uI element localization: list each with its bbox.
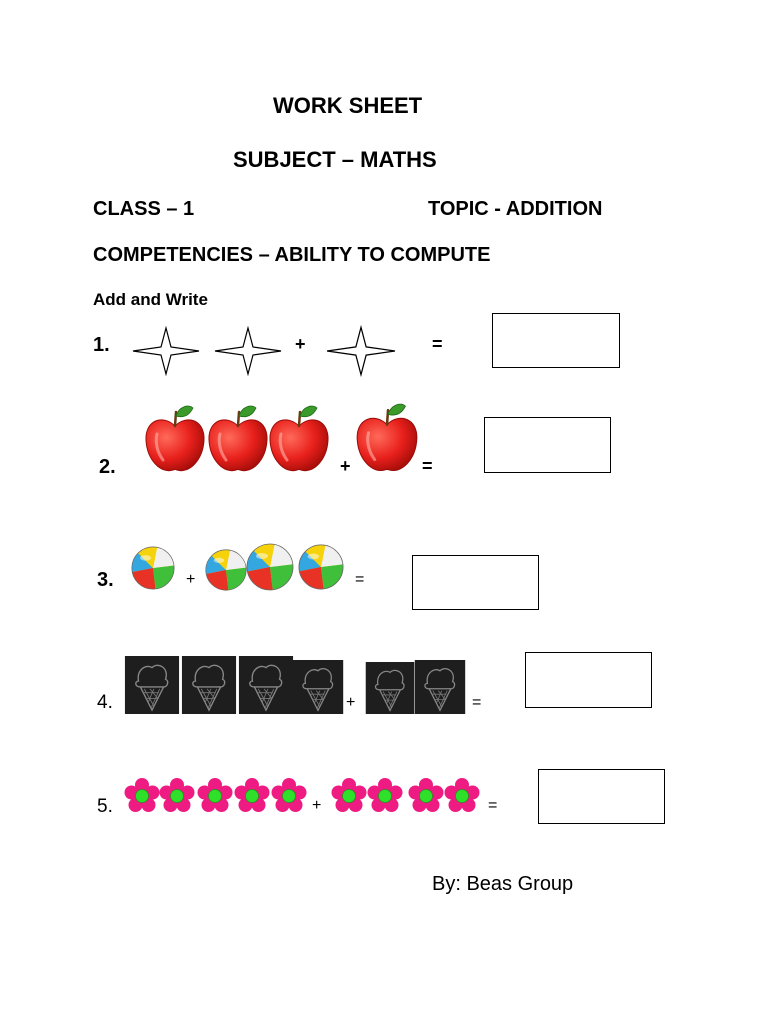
problem-3-equals: =: [355, 571, 365, 588]
apple-icon: [354, 402, 420, 476]
problem-3-plus: +: [186, 571, 196, 588]
flower-icon: [408, 778, 444, 814]
problem-3-number: 3.: [97, 569, 114, 591]
flower-icon: [444, 778, 480, 814]
star-icon: [212, 326, 284, 376]
problem-1-answer-box[interactable]: [492, 313, 620, 368]
apple-icon: [266, 404, 332, 476]
beach-ball-icon: [130, 545, 176, 591]
flower-icon: [331, 778, 367, 814]
flower-icon: [124, 778, 160, 814]
flower-icon: [159, 778, 195, 814]
flower-icon: [271, 778, 307, 814]
star-icon: [325, 324, 397, 378]
ice-cream-icon: [414, 660, 466, 714]
beach-ball-icon: [204, 548, 248, 592]
apple-icon: [142, 404, 208, 476]
flower-icon: [234, 778, 270, 814]
problem-5-answer-box[interactable]: [538, 769, 665, 824]
beach-ball-icon: [297, 543, 345, 591]
ice-cream-icon: [291, 660, 345, 714]
problem-5-plus: +: [312, 797, 322, 814]
flower-icon: [367, 778, 403, 814]
ice-cream-icon: [364, 662, 416, 714]
problem-5-equals: =: [488, 797, 498, 814]
beach-ball-icon: [245, 542, 295, 592]
worksheet-title: WORK SHEET: [273, 93, 423, 118]
problem-3-answer-box[interactable]: [412, 555, 539, 610]
problem-2-equals: =: [422, 456, 433, 476]
author-credit: By: Beas Group: [432, 873, 574, 895]
problem-1-number: 1.: [93, 334, 110, 356]
problem-4-plus: +: [346, 694, 356, 711]
class-label: CLASS – 1: [93, 198, 195, 220]
flower-icon: [197, 778, 233, 814]
ice-cream-icon: [237, 656, 295, 714]
problem-2-number: 2.: [99, 456, 116, 478]
problem-1-plus: +: [295, 334, 306, 354]
competencies-label: COMPETENCIES – ABILITY TO COMPUTE: [93, 244, 491, 266]
instruction-text: Add and Write: [93, 290, 208, 309]
problem-4-answer-box[interactable]: [525, 652, 652, 708]
problem-2-plus: +: [340, 456, 351, 476]
star-icon: [130, 326, 202, 376]
problem-4-number: 4.: [97, 692, 113, 713]
ice-cream-icon: [123, 656, 181, 714]
problem-1-equals: =: [432, 334, 443, 354]
ice-cream-icon: [180, 656, 238, 714]
topic-label: TOPIC - ADDITION: [428, 198, 603, 220]
problem-2-answer-box[interactable]: [484, 417, 611, 473]
problem-4-equals: =: [472, 694, 482, 711]
problem-5-number: 5.: [97, 796, 113, 817]
apple-icon: [205, 404, 271, 476]
subject-heading: SUBJECT – MATHS: [233, 147, 437, 172]
